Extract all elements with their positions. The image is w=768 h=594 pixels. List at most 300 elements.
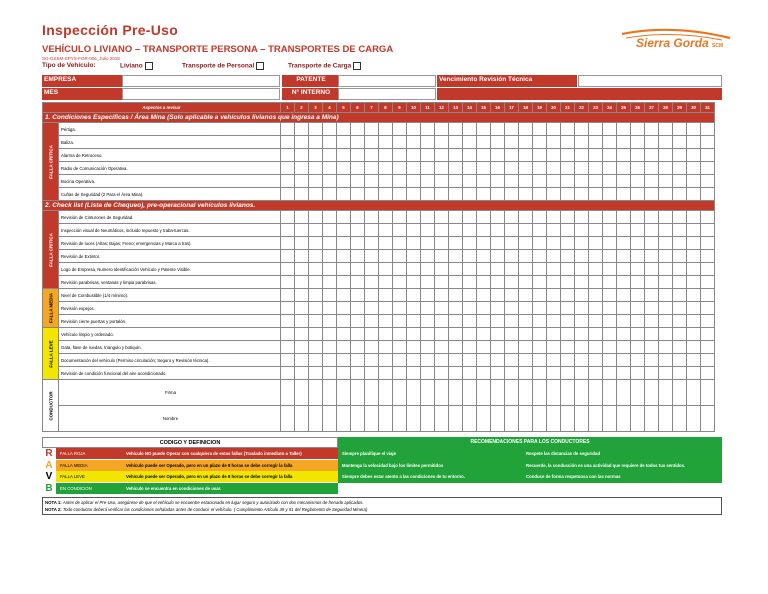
check-cell[interactable] (323, 367, 337, 380)
check-cell[interactable] (673, 237, 687, 250)
check-cell[interactable] (449, 341, 463, 354)
signature-cell[interactable] (463, 380, 477, 406)
check-cell[interactable] (505, 188, 519, 201)
check-cell[interactable] (435, 367, 449, 380)
check-cell[interactable] (505, 162, 519, 175)
signature-cell[interactable] (547, 406, 561, 432)
check-cell[interactable] (281, 237, 295, 250)
check-cell[interactable] (519, 162, 533, 175)
check-cell[interactable] (491, 211, 505, 224)
check-cell[interactable] (617, 263, 631, 276)
check-cell[interactable] (631, 175, 645, 188)
check-cell[interactable] (421, 136, 435, 149)
check-cell[interactable] (575, 289, 589, 302)
check-cell[interactable] (701, 354, 715, 367)
check-cell[interactable] (617, 175, 631, 188)
check-cell[interactable] (449, 302, 463, 315)
signature-cell[interactable] (379, 406, 393, 432)
check-cell[interactable] (575, 328, 589, 341)
check-cell[interactable] (701, 162, 715, 175)
check-cell[interactable] (435, 224, 449, 237)
check-cell[interactable] (281, 250, 295, 263)
check-cell[interactable] (309, 263, 323, 276)
check-cell[interactable] (407, 162, 421, 175)
check-cell[interactable] (505, 302, 519, 315)
check-cell[interactable] (449, 367, 463, 380)
signature-cell[interactable] (589, 380, 603, 406)
check-cell[interactable] (631, 188, 645, 201)
check-cell[interactable] (701, 250, 715, 263)
check-cell[interactable] (645, 328, 659, 341)
check-cell[interactable] (477, 237, 491, 250)
check-cell[interactable] (281, 354, 295, 367)
check-cell[interactable] (337, 289, 351, 302)
check-cell[interactable] (491, 149, 505, 162)
check-cell[interactable] (659, 188, 673, 201)
check-cell[interactable] (631, 276, 645, 289)
check-cell[interactable] (309, 367, 323, 380)
check-cell[interactable] (575, 211, 589, 224)
check-cell[interactable] (575, 263, 589, 276)
check-cell[interactable] (533, 250, 547, 263)
check-cell[interactable] (421, 263, 435, 276)
check-cell[interactable] (561, 188, 575, 201)
check-cell[interactable] (295, 367, 309, 380)
check-cell[interactable] (701, 289, 715, 302)
check-cell[interactable] (547, 211, 561, 224)
check-cell[interactable] (701, 367, 715, 380)
check-cell[interactable] (421, 276, 435, 289)
check-cell[interactable] (477, 289, 491, 302)
signature-cell[interactable] (379, 380, 393, 406)
check-cell[interactable] (701, 123, 715, 136)
check-cell[interactable] (673, 211, 687, 224)
check-cell[interactable] (533, 188, 547, 201)
check-cell[interactable] (407, 302, 421, 315)
check-cell[interactable] (337, 237, 351, 250)
check-cell[interactable] (337, 123, 351, 136)
checkbox[interactable] (353, 62, 361, 70)
check-cell[interactable] (379, 123, 393, 136)
check-cell[interactable] (393, 162, 407, 175)
check-cell[interactable] (645, 315, 659, 328)
check-cell[interactable] (351, 149, 365, 162)
check-cell[interactable] (449, 289, 463, 302)
check-cell[interactable] (309, 328, 323, 341)
check-cell[interactable] (435, 289, 449, 302)
check-cell[interactable] (589, 341, 603, 354)
check-cell[interactable] (687, 237, 701, 250)
check-cell[interactable] (519, 188, 533, 201)
check-cell[interactable] (449, 276, 463, 289)
check-cell[interactable] (323, 224, 337, 237)
check-cell[interactable] (519, 175, 533, 188)
check-cell[interactable] (673, 328, 687, 341)
check-cell[interactable] (561, 211, 575, 224)
check-cell[interactable] (645, 136, 659, 149)
signature-cell[interactable] (323, 380, 337, 406)
signature-cell[interactable] (281, 380, 295, 406)
check-cell[interactable] (505, 211, 519, 224)
check-cell[interactable] (379, 367, 393, 380)
check-cell[interactable] (323, 162, 337, 175)
check-cell[interactable] (659, 341, 673, 354)
check-cell[interactable] (701, 211, 715, 224)
check-cell[interactable] (631, 162, 645, 175)
check-cell[interactable] (407, 188, 421, 201)
patente-input[interactable] (338, 75, 436, 87)
check-cell[interactable] (407, 289, 421, 302)
check-cell[interactable] (631, 315, 645, 328)
check-cell[interactable] (659, 263, 673, 276)
check-cell[interactable] (687, 289, 701, 302)
check-cell[interactable] (547, 162, 561, 175)
check-cell[interactable] (281, 263, 295, 276)
check-cell[interactable] (323, 289, 337, 302)
check-cell[interactable] (393, 123, 407, 136)
check-cell[interactable] (491, 224, 505, 237)
check-cell[interactable] (295, 136, 309, 149)
check-cell[interactable] (379, 237, 393, 250)
check-cell[interactable] (463, 162, 477, 175)
check-cell[interactable] (505, 367, 519, 380)
check-cell[interactable] (477, 123, 491, 136)
check-cell[interactable] (351, 289, 365, 302)
check-cell[interactable] (477, 263, 491, 276)
check-cell[interactable] (673, 354, 687, 367)
check-cell[interactable] (645, 188, 659, 201)
check-cell[interactable] (309, 354, 323, 367)
check-cell[interactable] (687, 224, 701, 237)
check-cell[interactable] (295, 289, 309, 302)
check-cell[interactable] (309, 211, 323, 224)
signature-cell[interactable] (645, 380, 659, 406)
check-cell[interactable] (449, 250, 463, 263)
check-cell[interactable] (645, 211, 659, 224)
check-cell[interactable] (491, 175, 505, 188)
check-cell[interactable] (589, 250, 603, 263)
check-cell[interactable] (323, 302, 337, 315)
check-cell[interactable] (295, 123, 309, 136)
check-cell[interactable] (421, 341, 435, 354)
check-cell[interactable] (463, 237, 477, 250)
check-cell[interactable] (379, 149, 393, 162)
check-cell[interactable] (421, 123, 435, 136)
check-cell[interactable] (407, 237, 421, 250)
check-cell[interactable] (561, 289, 575, 302)
check-cell[interactable] (435, 328, 449, 341)
check-cell[interactable] (659, 237, 673, 250)
signature-cell[interactable] (309, 406, 323, 432)
check-cell[interactable] (561, 263, 575, 276)
check-cell[interactable] (463, 341, 477, 354)
check-cell[interactable] (519, 289, 533, 302)
check-cell[interactable] (477, 302, 491, 315)
check-cell[interactable] (505, 250, 519, 263)
check-cell[interactable] (533, 276, 547, 289)
check-cell[interactable] (477, 315, 491, 328)
check-cell[interactable] (603, 250, 617, 263)
check-cell[interactable] (309, 237, 323, 250)
check-cell[interactable] (659, 224, 673, 237)
check-cell[interactable] (519, 328, 533, 341)
check-cell[interactable] (393, 250, 407, 263)
signature-cell[interactable] (281, 406, 295, 432)
check-cell[interactable] (379, 250, 393, 263)
check-cell[interactable] (519, 123, 533, 136)
check-cell[interactable] (393, 341, 407, 354)
check-cell[interactable] (631, 136, 645, 149)
check-cell[interactable] (351, 237, 365, 250)
check-cell[interactable] (603, 149, 617, 162)
check-cell[interactable] (505, 149, 519, 162)
check-cell[interactable] (463, 149, 477, 162)
check-cell[interactable] (659, 302, 673, 315)
check-cell[interactable] (505, 328, 519, 341)
check-cell[interactable] (435, 302, 449, 315)
check-cell[interactable] (407, 263, 421, 276)
check-cell[interactable] (701, 188, 715, 201)
check-cell[interactable] (603, 367, 617, 380)
check-cell[interactable] (323, 188, 337, 201)
signature-cell[interactable] (421, 380, 435, 406)
check-cell[interactable] (281, 302, 295, 315)
check-cell[interactable] (687, 123, 701, 136)
check-cell[interactable] (393, 367, 407, 380)
check-cell[interactable] (281, 175, 295, 188)
check-cell[interactable] (645, 162, 659, 175)
check-cell[interactable] (491, 188, 505, 201)
tipo-option-personal[interactable] (182, 62, 264, 70)
check-cell[interactable] (687, 162, 701, 175)
check-cell[interactable] (631, 149, 645, 162)
check-cell[interactable] (365, 123, 379, 136)
check-cell[interactable] (421, 149, 435, 162)
check-cell[interactable] (533, 136, 547, 149)
check-cell[interactable] (365, 315, 379, 328)
check-cell[interactable] (547, 149, 561, 162)
check-cell[interactable] (323, 175, 337, 188)
check-cell[interactable] (505, 237, 519, 250)
check-cell[interactable] (617, 341, 631, 354)
check-cell[interactable] (337, 250, 351, 263)
check-cell[interactable] (435, 341, 449, 354)
check-cell[interactable] (505, 315, 519, 328)
check-cell[interactable] (449, 224, 463, 237)
check-cell[interactable] (617, 162, 631, 175)
check-cell[interactable] (337, 276, 351, 289)
check-cell[interactable] (365, 341, 379, 354)
signature-cell[interactable] (603, 380, 617, 406)
check-cell[interactable] (491, 315, 505, 328)
signature-cell[interactable] (533, 380, 547, 406)
check-cell[interactable] (631, 302, 645, 315)
check-cell[interactable] (561, 237, 575, 250)
check-cell[interactable] (589, 302, 603, 315)
check-cell[interactable] (617, 188, 631, 201)
check-cell[interactable] (491, 289, 505, 302)
check-cell[interactable] (603, 188, 617, 201)
check-cell[interactable] (477, 211, 491, 224)
check-cell[interactable] (631, 341, 645, 354)
check-cell[interactable] (659, 123, 673, 136)
check-cell[interactable] (379, 341, 393, 354)
signature-cell[interactable] (407, 406, 421, 432)
check-cell[interactable] (505, 175, 519, 188)
check-cell[interactable] (645, 341, 659, 354)
check-cell[interactable] (295, 211, 309, 224)
check-cell[interactable] (701, 237, 715, 250)
check-cell[interactable] (309, 315, 323, 328)
check-cell[interactable] (603, 276, 617, 289)
check-cell[interactable] (491, 276, 505, 289)
check-cell[interactable] (617, 289, 631, 302)
check-cell[interactable] (407, 123, 421, 136)
check-cell[interactable] (533, 302, 547, 315)
check-cell[interactable] (547, 315, 561, 328)
check-cell[interactable] (435, 149, 449, 162)
check-cell[interactable] (463, 315, 477, 328)
check-cell[interactable] (617, 328, 631, 341)
check-cell[interactable] (603, 237, 617, 250)
check-cell[interactable] (519, 149, 533, 162)
check-cell[interactable] (407, 367, 421, 380)
check-cell[interactable] (463, 224, 477, 237)
check-cell[interactable] (477, 175, 491, 188)
check-cell[interactable] (603, 289, 617, 302)
check-cell[interactable] (393, 263, 407, 276)
check-cell[interactable] (645, 237, 659, 250)
signature-cell[interactable] (337, 406, 351, 432)
check-cell[interactable] (617, 315, 631, 328)
signature-cell[interactable] (463, 406, 477, 432)
check-cell[interactable] (379, 302, 393, 315)
check-cell[interactable] (617, 302, 631, 315)
check-cell[interactable] (533, 341, 547, 354)
check-cell[interactable] (519, 211, 533, 224)
check-cell[interactable] (309, 289, 323, 302)
signature-cell[interactable] (449, 380, 463, 406)
check-cell[interactable] (673, 302, 687, 315)
check-cell[interactable] (491, 162, 505, 175)
check-cell[interactable] (491, 250, 505, 263)
check-cell[interactable] (379, 224, 393, 237)
check-cell[interactable] (435, 136, 449, 149)
signature-cell[interactable] (701, 406, 715, 432)
check-cell[interactable] (547, 224, 561, 237)
check-cell[interactable] (281, 289, 295, 302)
check-cell[interactable] (407, 276, 421, 289)
check-cell[interactable] (309, 149, 323, 162)
check-cell[interactable] (645, 263, 659, 276)
check-cell[interactable] (617, 211, 631, 224)
check-cell[interactable] (337, 175, 351, 188)
check-cell[interactable] (505, 289, 519, 302)
signature-cell[interactable] (505, 380, 519, 406)
check-cell[interactable] (337, 354, 351, 367)
check-cell[interactable] (463, 211, 477, 224)
check-cell[interactable] (463, 263, 477, 276)
check-cell[interactable] (603, 263, 617, 276)
check-cell[interactable] (435, 354, 449, 367)
check-cell[interactable] (421, 188, 435, 201)
check-cell[interactable] (295, 224, 309, 237)
check-cell[interactable] (379, 136, 393, 149)
check-cell[interactable] (295, 250, 309, 263)
check-cell[interactable] (575, 341, 589, 354)
check-cell[interactable] (337, 211, 351, 224)
check-cell[interactable] (309, 175, 323, 188)
check-cell[interactable] (477, 354, 491, 367)
signature-cell[interactable] (449, 406, 463, 432)
check-cell[interactable] (687, 341, 701, 354)
check-cell[interactable] (407, 211, 421, 224)
check-cell[interactable] (491, 341, 505, 354)
check-cell[interactable] (547, 263, 561, 276)
vencimiento-input[interactable] (578, 75, 722, 87)
check-cell[interactable] (561, 162, 575, 175)
check-cell[interactable] (505, 354, 519, 367)
signature-cell[interactable] (561, 380, 575, 406)
signature-cell[interactable] (673, 380, 687, 406)
check-cell[interactable] (351, 276, 365, 289)
check-cell[interactable] (575, 315, 589, 328)
check-cell[interactable] (477, 328, 491, 341)
check-cell[interactable] (407, 175, 421, 188)
check-cell[interactable] (281, 188, 295, 201)
check-cell[interactable] (365, 289, 379, 302)
check-cell[interactable] (575, 354, 589, 367)
check-cell[interactable] (547, 250, 561, 263)
check-cell[interactable] (659, 211, 673, 224)
check-cell[interactable] (687, 302, 701, 315)
check-cell[interactable] (547, 302, 561, 315)
check-cell[interactable] (365, 276, 379, 289)
signature-cell[interactable] (491, 380, 505, 406)
check-cell[interactable] (505, 136, 519, 149)
check-cell[interactable] (603, 341, 617, 354)
check-cell[interactable] (337, 315, 351, 328)
signature-cell[interactable] (603, 406, 617, 432)
check-cell[interactable] (617, 367, 631, 380)
check-cell[interactable] (687, 175, 701, 188)
check-cell[interactable] (379, 289, 393, 302)
check-cell[interactable] (701, 276, 715, 289)
check-cell[interactable] (617, 276, 631, 289)
check-cell[interactable] (589, 123, 603, 136)
check-cell[interactable] (575, 188, 589, 201)
check-cell[interactable] (449, 315, 463, 328)
check-cell[interactable] (617, 136, 631, 149)
check-cell[interactable] (323, 315, 337, 328)
check-cell[interactable] (351, 328, 365, 341)
check-cell[interactable] (463, 354, 477, 367)
check-cell[interactable] (365, 250, 379, 263)
check-cell[interactable] (449, 175, 463, 188)
check-cell[interactable] (533, 162, 547, 175)
check-cell[interactable] (533, 123, 547, 136)
check-cell[interactable] (701, 175, 715, 188)
check-cell[interactable] (645, 149, 659, 162)
check-cell[interactable] (575, 224, 589, 237)
check-cell[interactable] (701, 263, 715, 276)
check-cell[interactable] (351, 136, 365, 149)
check-cell[interactable] (449, 328, 463, 341)
check-cell[interactable] (421, 175, 435, 188)
check-cell[interactable] (449, 263, 463, 276)
check-cell[interactable] (603, 224, 617, 237)
check-cell[interactable] (673, 250, 687, 263)
